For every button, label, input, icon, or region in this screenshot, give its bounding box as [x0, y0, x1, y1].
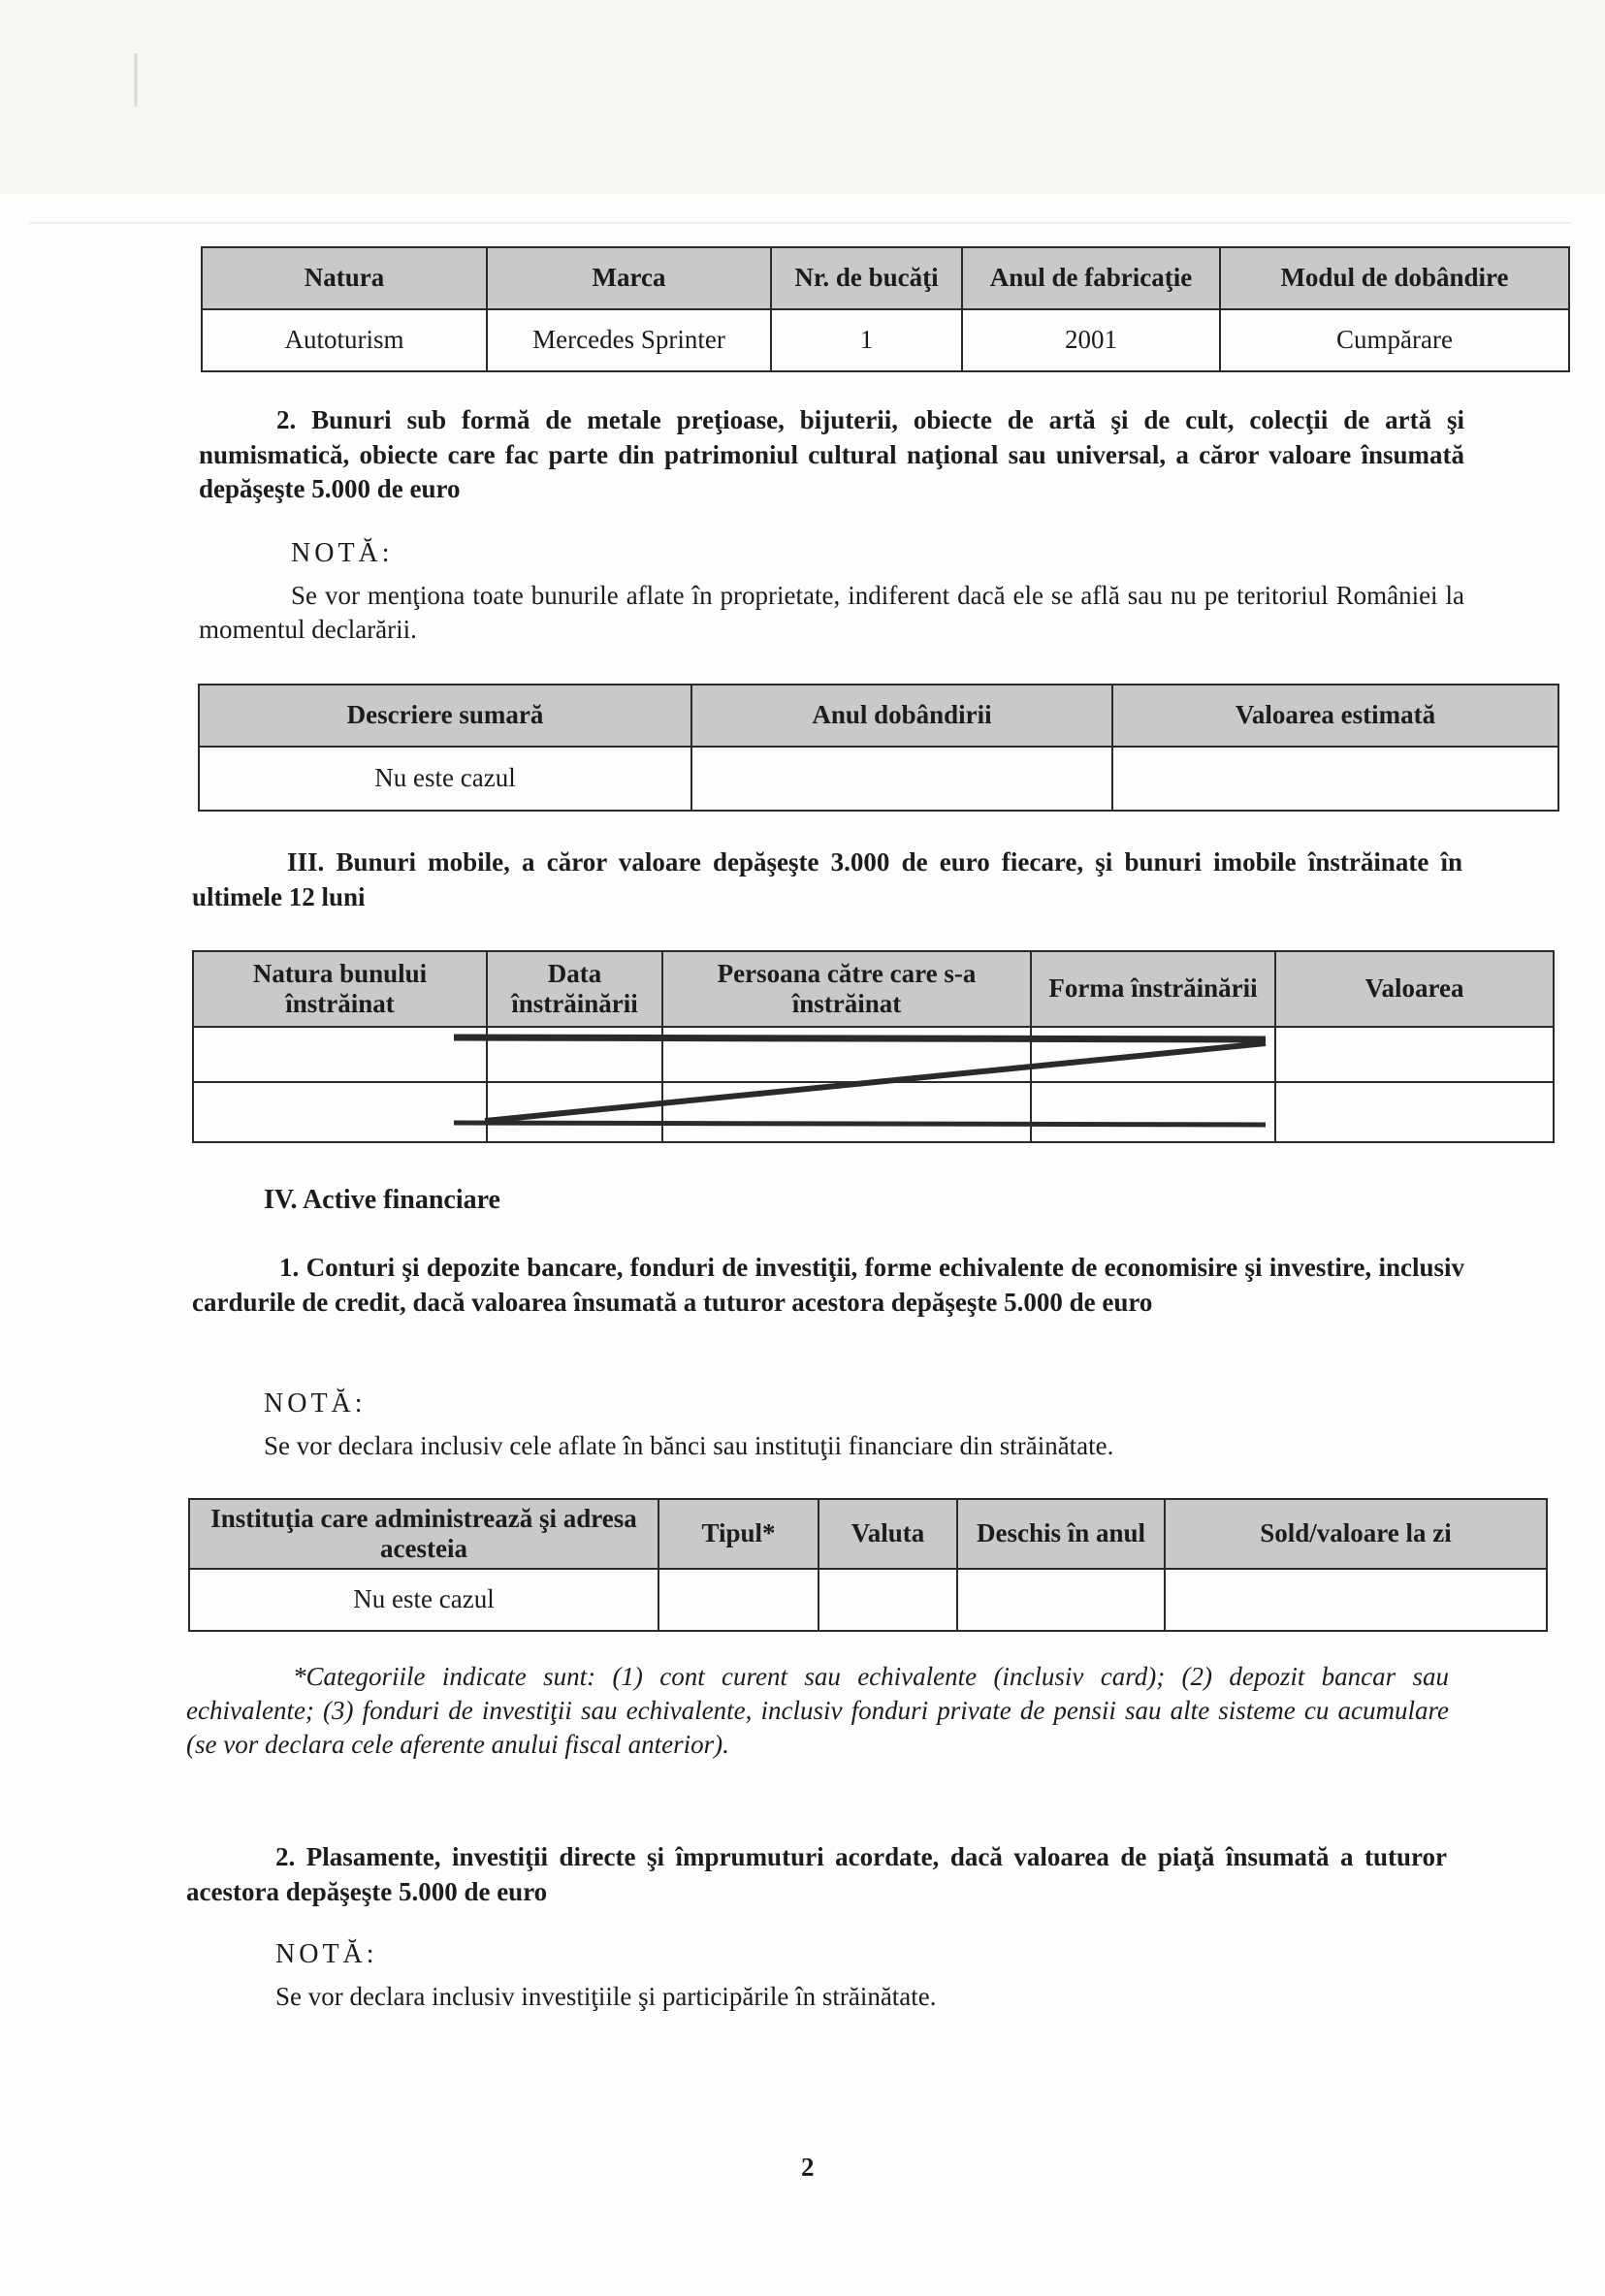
- section-4-heading: IV. Active financiare: [264, 1185, 500, 1215]
- cell-empty: [662, 1082, 1031, 1142]
- cell-empty: [1031, 1082, 1275, 1142]
- header-persoana: Persoana către care s-a înstrăinat: [662, 951, 1031, 1027]
- section-4-1-heading: 1. Conturi şi depozite bancare, fonduri de investiţii, forme echivalente de economisire şi investire, inclusiv cardurile de credit, dacă valoarea însumată a tuturor acestora depăşeşte 5.000 de euro: [192, 1253, 1464, 1317]
- header-an-fabricatie: Anul de fabricaţie: [962, 247, 1220, 309]
- vehicles-table: [201, 246, 1570, 372]
- cell-an-dobandire: [691, 747, 1112, 811]
- cell-deschis: [957, 1569, 1165, 1631]
- cell-institutia: Nu este cazul: [189, 1569, 658, 1631]
- cell-empty: [1031, 1027, 1275, 1082]
- alienated-assets-table: [192, 950, 1555, 1143]
- cell-empty: [1275, 1082, 1554, 1142]
- nota-text-1: Se vor menţiona toate bunurile aflate în proprietate, indiferent dacă ele se află sau nu pe teritoriul României la momentul declarării.: [199, 581, 1464, 645]
- header-valuta: Valuta: [819, 1499, 957, 1569]
- cell-empty: [1275, 1027, 1554, 1082]
- header-an-dobandire: Anul dobândirii: [691, 685, 1112, 747]
- section-3-heading: III. Bunuri mobile, a căror valoare depăşeşte 3.000 de euro fiecare, şi bunuri imobile înstrăinate în ultimele 12 luni: [192, 847, 1462, 911]
- header-forma-instrainarii: Forma înstrăinării: [1031, 951, 1275, 1027]
- nota-label-3: NOTĂ:: [275, 1939, 378, 1969]
- section-4-2-heading: 2. Plasamente, investiţii directe şi împrumuturi acordate, dacă valoarea de piaţă însumată a tuturor acestora depăşeşte 5.000 de euro: [186, 1842, 1447, 1906]
- table-row: [189, 1569, 1547, 1631]
- header-sold: Sold/valoare la zi: [1165, 1499, 1547, 1569]
- header-tipul: Tipul*: [658, 1499, 819, 1569]
- nota-text-3: Se vor declara inclusiv investiţiile şi participările în străinătate.: [275, 1982, 937, 2011]
- cell-empty: [193, 1082, 487, 1142]
- categories-footnote: *Categoriile indicate sunt: (1) cont curent sau echivalente (inclusiv card); (2) depozit bancar sau echivalente; (3) fonduri de investiţii sau echivalente, inclusiv fonduri private de pensii sau alte sisteme cu acumulare (se vor declara cele aferente anului fiscal anterior).: [186, 1662, 1449, 1760]
- header-data-instrainarii: Data înstrăinării: [487, 951, 662, 1027]
- cell-an-fabricatie: 2001: [962, 309, 1220, 371]
- header-descriere: Descriere sumară: [199, 685, 691, 747]
- header-valoare-estimata: Valoarea estimată: [1112, 685, 1558, 747]
- nota-label-2: NOTĂ:: [264, 1388, 367, 1419]
- valuables-table: [198, 684, 1559, 812]
- nota-label-1: NOTĂ:: [291, 538, 394, 568]
- table-row: [193, 1082, 1554, 1142]
- header-natura-bunului: Natura bunului înstrăinat: [193, 951, 487, 1027]
- header-valoarea: Valoarea: [1275, 951, 1554, 1027]
- table-row: [202, 309, 1569, 371]
- cell-marca: Mercedes Sprinter: [487, 309, 771, 371]
- table-row: [199, 747, 1558, 811]
- cell-empty: [193, 1027, 487, 1082]
- cell-valoare-estimata: [1112, 747, 1558, 811]
- cell-empty: [662, 1027, 1031, 1082]
- cell-descriere: Nu este cazul: [199, 747, 691, 811]
- page-number: 2: [801, 2152, 815, 2182]
- header-mod-dobandire: Modul de dobândire: [1220, 247, 1569, 309]
- cell-valuta: [819, 1569, 957, 1631]
- nota-text-2: Se vor declara inclusiv cele aflate în bănci sau instituţii financiare din străinătate.: [264, 1431, 1114, 1460]
- cell-empty: [487, 1027, 662, 1082]
- header-natura: Natura: [202, 247, 487, 309]
- cell-natura: Autoturism: [202, 309, 487, 371]
- header-institutia: Instituţia care administrează şi adresa acesteia: [189, 1499, 658, 1569]
- header-nr-bucati: Nr. de bucăţi: [771, 247, 962, 309]
- cell-empty: [487, 1082, 662, 1142]
- section-2-heading: 2. Bunuri sub formă de metale preţioase, bijuterii, obiecte de artă şi de cult, colecţii de artă şi numismatică, obiecte care fac parte din patrimoniul cultural naţional sau universal, a căror valoare însumată depăşeşte 5.000 de euro: [199, 405, 1464, 504]
- cell-sold: [1165, 1569, 1547, 1631]
- cell-mod-dobandire: Cumpărare: [1220, 309, 1569, 371]
- header-marca: Marca: [487, 247, 771, 309]
- header-deschis-in-anul: Deschis în anul: [957, 1499, 1165, 1569]
- cell-nr-bucati: 1: [771, 309, 962, 371]
- bank-accounts-table: [188, 1498, 1548, 1632]
- table-row: [193, 1027, 1554, 1082]
- cell-tipul: [658, 1569, 819, 1631]
